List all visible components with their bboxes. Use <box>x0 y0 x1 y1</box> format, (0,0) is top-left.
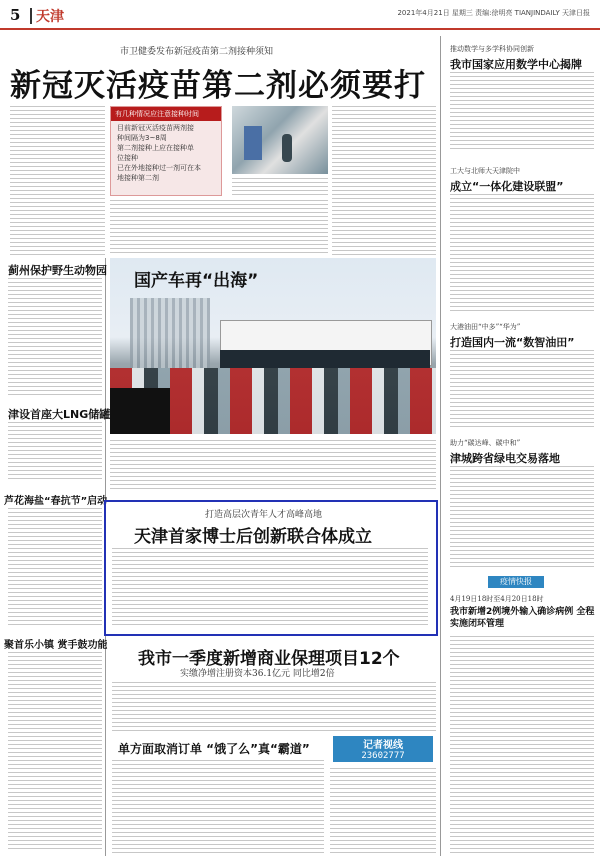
info-box-line: 种间隔为3~8周 <box>117 134 167 142</box>
notice-headline: 我市新增2例境外输入确诊病例 全程实施闭环管理 <box>450 607 595 629</box>
bottom-body <box>112 682 436 734</box>
hotline-body <box>330 768 436 856</box>
right-kicker: 推动数学与多学科协同创新 <box>450 45 534 53</box>
photo-cranes <box>130 298 210 368</box>
lead-headline: 新冠灭活疫苗第二剂必须要打 <box>10 68 426 104</box>
left-story-body <box>8 652 102 852</box>
notice-body <box>450 636 594 856</box>
right-headline: 我市国家应用数学中心揭牌 <box>450 58 582 71</box>
right-body <box>450 466 594 570</box>
lead-body-col3 <box>332 106 436 256</box>
order-body <box>112 760 324 856</box>
right-body <box>450 194 594 312</box>
section-divider <box>30 8 32 24</box>
bottom-headline: 我市一季度新增商业保理项目12个 <box>138 649 400 669</box>
right-body <box>450 350 594 430</box>
column-rule-right <box>440 36 441 856</box>
right-kicker: 大港油田“中多”“华为” <box>450 323 521 331</box>
lead-body-col1 <box>10 106 105 256</box>
left-headline: 芦花海盐“春抗节”启动 <box>4 496 108 507</box>
header-meta: 2021年4月21日 星期三 责编:徐明亮 TIANJINDAILY 天津日报 <box>397 9 590 17</box>
photo-person <box>282 134 292 162</box>
right-headline: 打造国内一流“数智油田” <box>450 336 575 349</box>
left-headline: 津设首座大LNG储罐 <box>8 408 111 421</box>
info-box-line: 第二剂接种上应在接种单 <box>117 144 194 152</box>
phd-kicker: 打造高层次青年人才高峰高地 <box>205 510 323 520</box>
order-headline: 单方面取消订单 “饿了么”真“霸道” <box>118 742 310 756</box>
photo-feature-title: 国产车再“出海” <box>134 271 259 291</box>
epidemic-tag: 疫情快报 <box>488 576 544 588</box>
page-number: 5 <box>10 6 21 24</box>
lead-body-col2 <box>110 200 328 256</box>
section-name: 天津 <box>36 9 64 25</box>
right-kicker: 工大与北师大天津院中 <box>450 167 520 175</box>
phd-headline: 天津首家博士后创新联合体成立 <box>134 527 372 547</box>
hotline-number: 23602777 <box>361 751 405 761</box>
right-headline: 成立“一体化建设联盟” <box>450 180 564 193</box>
info-box-title: 有几种情况应注意接种时间 <box>111 107 221 121</box>
phd-body <box>112 548 428 626</box>
photo-car-foreground <box>110 388 170 434</box>
info-box-line: 已在外地接种过一剂可在本 <box>117 164 201 172</box>
info-box-line: 地接种第二剂 <box>117 174 159 182</box>
info-box-line: 位接种 <box>117 154 138 162</box>
photo-ship-hull-lower <box>220 350 430 368</box>
left-headline: 蓟州保护野生动物园 <box>8 264 107 277</box>
vaccination-photo <box>232 106 328 174</box>
left-headline: 聚首乐小镇 赏手鼓功能 <box>4 640 108 651</box>
photo-feature-caption <box>110 440 436 492</box>
hotline-box <box>333 736 433 762</box>
right-body <box>450 72 594 152</box>
photo-caption-text <box>232 178 328 196</box>
info-box-line: 目前新冠灭活疫苗两剂接 <box>117 124 194 132</box>
bottom-subhead: 实缴净增注册资本36.1亿元 同比增2倍 <box>180 669 335 679</box>
right-kicker: 助力“碳达峰、碳中和” <box>450 439 521 447</box>
left-story-body <box>8 422 102 482</box>
lead-kicker: 市卫健委发布新冠疫苗第二剂接种须知 <box>120 47 274 57</box>
left-story-body <box>8 278 102 396</box>
right-headline: 津城跨省绿电交易落地 <box>450 452 560 465</box>
photo-poster <box>244 126 262 160</box>
lead-info-box <box>110 106 222 196</box>
left-story-body <box>8 508 102 628</box>
notice-kicker: 4月19日18时至4月20日18时 <box>450 595 544 603</box>
hotline-label: 记者视线 <box>363 740 403 751</box>
